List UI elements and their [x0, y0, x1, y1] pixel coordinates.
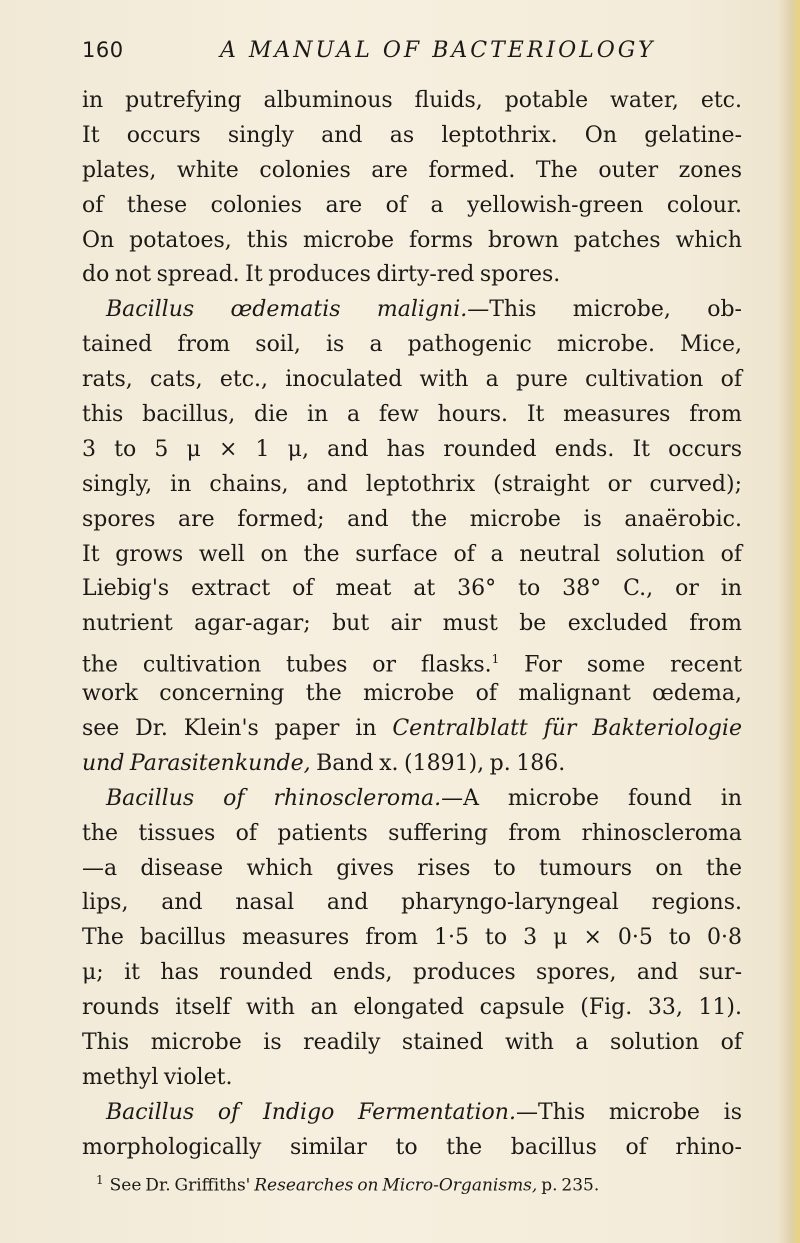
text-run: Band x. (1891), p. 186. — [310, 750, 566, 776]
text-run: For some recent — [499, 652, 742, 678]
section-heading-line — [82, 1096, 742, 1131]
text-line: of these colonies are of a yellowish-green colour. — [82, 192, 742, 218]
journal-title: und Parasitenkunde, — [82, 750, 311, 776]
text-run: the cultivation tubes or flasks. — [82, 652, 492, 678]
text-line: plates, white colonies are formed. The outer zones — [82, 157, 742, 183]
section-heading-line — [82, 293, 742, 328]
text-line: nutrient agar-agar; but air must be excluded from — [82, 611, 742, 637]
text-line — [82, 642, 742, 677]
section-heading: Bacillus œdematis maligni. — [106, 297, 468, 323]
footnote — [82, 1166, 742, 1194]
text-run: —This microbe is — [515, 1099, 742, 1125]
footnote-title: Researches on Micro-Organisms, — [254, 1175, 538, 1196]
section-heading: Bacillus of Indigo Fermentation. — [106, 1099, 516, 1125]
page-number: 160 — [82, 38, 124, 62]
text-line: spores are formed; and the microbe is anaërobic. — [82, 506, 742, 532]
text-run: —This microbe, ob- — [467, 297, 742, 323]
text-line: 3 to 5 μ × 1 μ, and has rounded ends. It occurs — [82, 436, 742, 462]
footnote-reference: 1 — [491, 652, 500, 667]
footnote-text: See Dr. Griffiths' — [109, 1175, 255, 1196]
running-head: A MANUAL OF BACTERIOLOGY — [220, 38, 656, 63]
text-line: It occurs singly and as leptothrix. On gelatine- — [82, 122, 742, 148]
text-line: tained from soil, is a pathogenic microbe. Mice, — [82, 332, 742, 358]
text-line: work concerning the microbe of malignant œdema, — [82, 681, 742, 707]
text-line: the tissues of patients suffering from rhinoscleroma — [82, 820, 742, 846]
text-line: do not spread. It produces dirty-red spores. — [82, 262, 561, 288]
text-line: The bacillus measures from 1·5 to 3 μ × 0·5 to 0·8 — [82, 925, 742, 951]
text-line: singly, in chains, and leptothrix (straight or curved); — [82, 471, 742, 497]
text-run: see Dr. Klein's paper in — [82, 716, 393, 742]
text-line: this bacillus, die in a few hours. It measures from — [82, 402, 742, 428]
text-line: It grows well on the surface of a neutral solution of — [82, 541, 742, 567]
text-line: Liebig's extract of meat at 36° to 38° C., or in — [82, 576, 742, 602]
text-line: lips, and nasal and pharyngo-laryngeal regions. — [82, 890, 742, 916]
text-line: On potatoes, this microbe forms brown patches which — [82, 227, 742, 253]
section-heading-line — [82, 782, 742, 817]
text-line: This microbe is readily stained with a solution of — [82, 1030, 742, 1056]
text-run: —A microbe found in — [441, 785, 742, 811]
text-line: methyl violet. — [82, 1064, 233, 1090]
text-line: morphologically similar to the bacillus of rhino- — [82, 1134, 742, 1160]
footnote-mark: 1 — [96, 1172, 104, 1187]
text-line — [82, 712, 742, 747]
body-text — [82, 84, 742, 1194]
text-line — [82, 747, 742, 782]
page-header — [82, 38, 742, 74]
journal-title: Centralblatt für Bakteriologie — [392, 716, 742, 742]
text-line: rats, cats, etc., inoculated with a pure cultivation of — [82, 367, 742, 393]
text-line: μ; it has rounded ends, produces spores, and sur- — [82, 960, 742, 986]
page-edge — [778, 0, 800, 1243]
footnote-text: p. 235. — [537, 1175, 600, 1196]
section-heading: Bacillus of rhinoscleroma. — [106, 785, 442, 811]
text-line: rounds itself with an elongated capsule (Fig. 33, 11). — [82, 995, 742, 1021]
text-line: —a disease which gives rises to tumours on the — [82, 855, 742, 881]
text-line: in putrefying albuminous fluids, potable water, etc. — [82, 88, 742, 113]
